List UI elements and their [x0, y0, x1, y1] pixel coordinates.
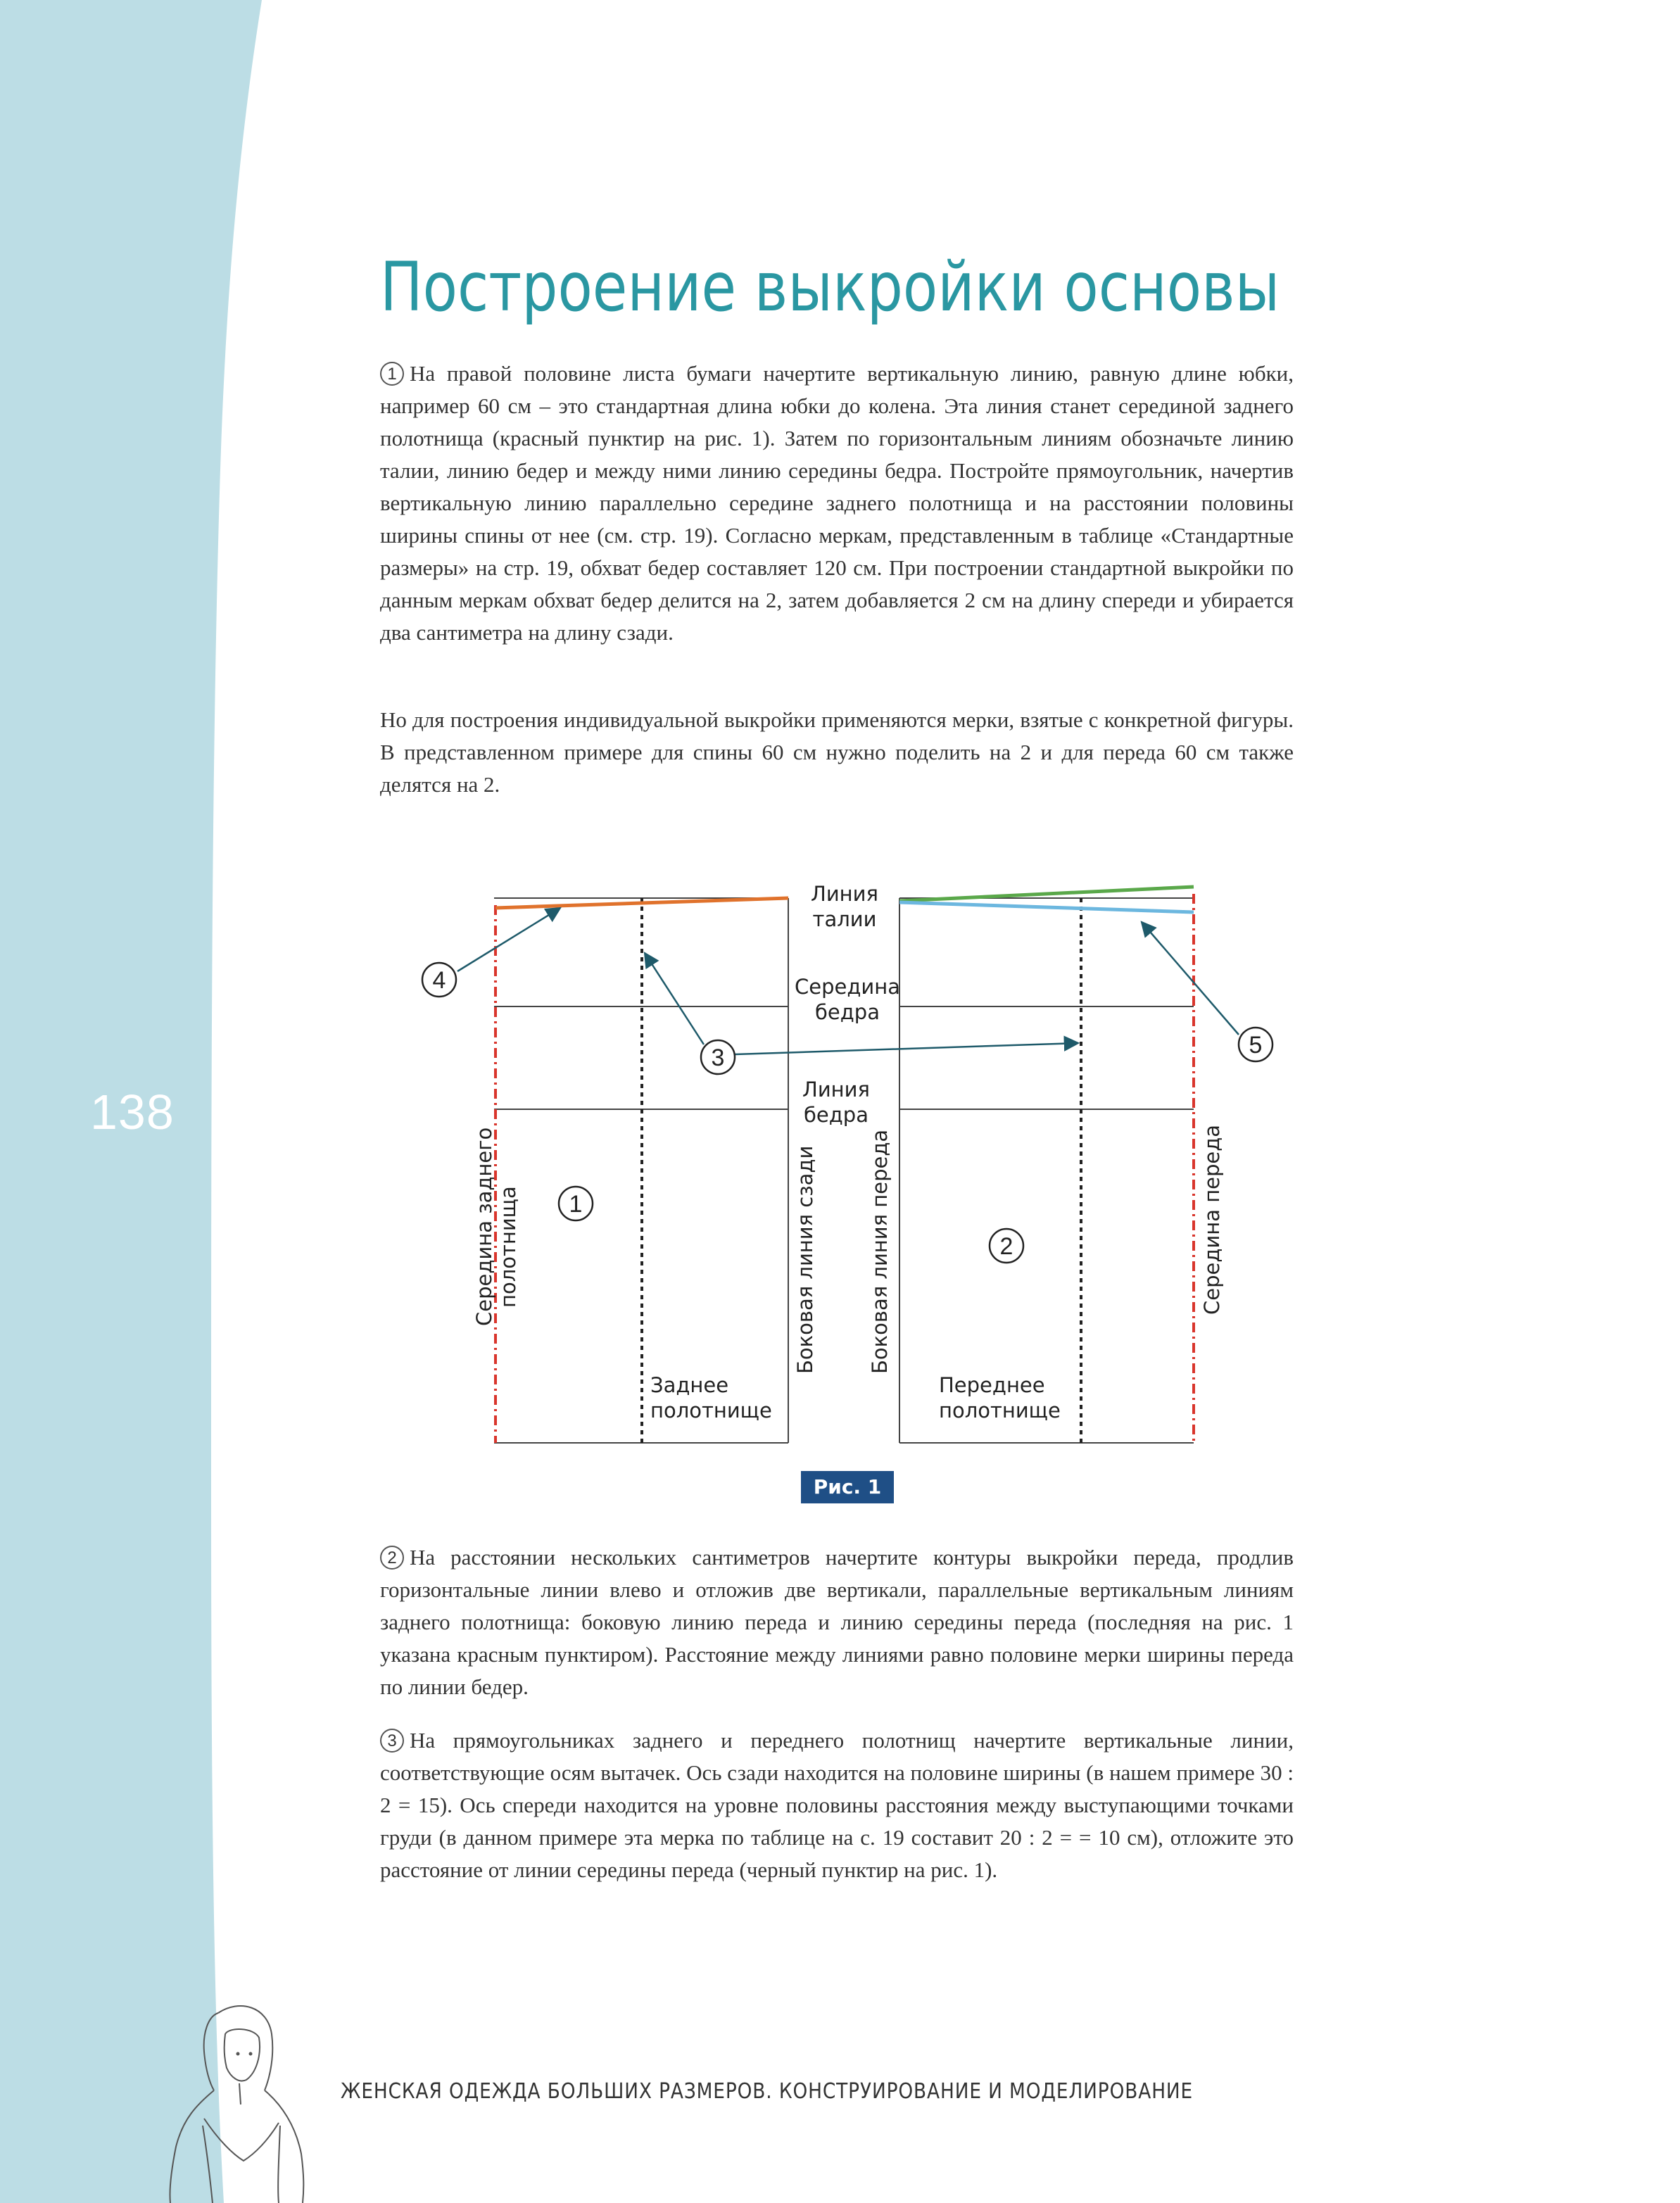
marker-5	[1239, 1028, 1272, 1061]
paragraph-2-text: Но для построения индивидуальной выкройки применяются мерки, взятые с конкретной фигуры. В представленном примере для спины 60 см нужно поделить на 2 и для переда 60 см также делятся на 2.	[380, 707, 1294, 797]
front-panel-label-2: полотнище	[939, 1399, 1061, 1422]
front-side-label: Боковая линия переда	[868, 1129, 892, 1374]
paragraph-4-text: На прямоугольниках заднего и переднего полотнищ начертите вертикальные линии, соответствующие осям вытачек. Ось сзади находится на половине ширины (в нашем примере 30 : 2 = 15). Ось спереди находится на уровне половины расстояния между выступающими точками груди (в данном примере эта мерка по таблице на с. 19 составит 20 : 2 = = 10 см), отложите это расстояние от линии середины переда (черный пунктир на рис. 1).	[380, 1728, 1294, 1882]
svg-text:5: 5	[1249, 1032, 1263, 1059]
front-waist-blue	[899, 902, 1194, 912]
front-panel-label-1: Переднее	[939, 1373, 1045, 1397]
svg-text:2: 2	[999, 1233, 1013, 1260]
svg-text:1: 1	[569, 1191, 583, 1218]
marker-3	[701, 1040, 735, 1074]
hip-label-2: бедра	[804, 1103, 869, 1127]
arrow-3-front	[735, 1043, 1078, 1054]
back-panel-label-1: Заднее	[650, 1373, 729, 1397]
arrow-3-back	[645, 953, 704, 1044]
back-side-label: Боковая линия сзади	[793, 1145, 817, 1374]
back-panel-label-2: полотнище	[650, 1399, 772, 1422]
front-panel	[899, 887, 1194, 1443]
running-footer: ЖЕНСКАЯ ОДЕЖДА БОЛЬШИХ РАЗМЕРОВ. КОНСТРУИРОВАНИЕ И МОДЕЛИРОВАНИЕ	[341, 2079, 1194, 2104]
back-panel	[494, 898, 788, 1443]
paragraph-1-text: На правой половине листа бумаги начертите вертикальную линию, равную длине юбки, например 60 см – это стандартная длина юбки до колена. Эта линия станет серединой заднего полотнища (красный пунктир на рис. 1). Затем по горизонтальным линиям обозначьте линию талии, линию бедер и между ними линию середины бедра. Постройте прямоугольник, начертив вертикальную линию параллельно середине заднего полотнища и на расстоянии половины ширины спины от нее (см. стр. 19). Согласно меркам, представленным в таблице «Стандартные размеры» на стр. 19, обхват бедер составляет 120 см. При построении стандартной выкройки по данным меркам обхват бедер делится на 2, затем добавляется 2 см на длину спереди и убирается два сантиметра на длину сзади.	[380, 361, 1294, 645]
marker-2	[990, 1229, 1023, 1263]
figure-caption: Рис. 1	[801, 1471, 894, 1503]
marker-4	[422, 963, 456, 997]
mid-hip-label-2: бедра	[815, 1000, 880, 1024]
waist-label-1: Линия	[811, 882, 878, 906]
page-title: Построение выкройки основы	[380, 248, 1280, 327]
back-center-label-2: полотнища	[496, 1186, 520, 1308]
hip-label-1: Линия	[802, 1078, 870, 1102]
paragraph-2	[380, 704, 1294, 801]
arrow-5	[1142, 922, 1239, 1035]
svg-text:3: 3	[711, 1044, 725, 1071]
woman-illustration	[141, 1985, 317, 2203]
waist-label-2: талии	[812, 907, 877, 931]
pattern-figure	[394, 873, 1263, 1506]
back-center-label-1: Середина заднего	[472, 1127, 496, 1326]
paragraph-marker-3: 3	[380, 1729, 404, 1753]
marker-1	[559, 1187, 593, 1220]
paragraph-3-text: На расстоянии нескольких сантиметров начертите контуры выкройки переда, продлив горизонтальные линии влево и отложив две вертикали, параллельные вертикальным линиям заднего полотнища: боковую линию переда и линию середины переда (последняя на рис. 1 указана красным пунктиром). Расстояние между линиями равно половине мерки ширины переда по линии бедер.	[380, 1545, 1294, 1699]
paragraph-marker-1: 1	[380, 362, 404, 386]
page-number: 138	[90, 1085, 175, 1140]
mid-hip-label-1: Середина	[795, 975, 900, 999]
paragraph-4	[380, 1724, 1294, 1886]
front-center-label: Середина переда	[1200, 1124, 1224, 1315]
arrow-4	[457, 908, 560, 971]
paragraph-marker-2: 2	[380, 1546, 404, 1570]
paragraph-3	[380, 1541, 1294, 1703]
paragraph-1	[380, 358, 1294, 649]
svg-text:4: 4	[432, 967, 446, 994]
